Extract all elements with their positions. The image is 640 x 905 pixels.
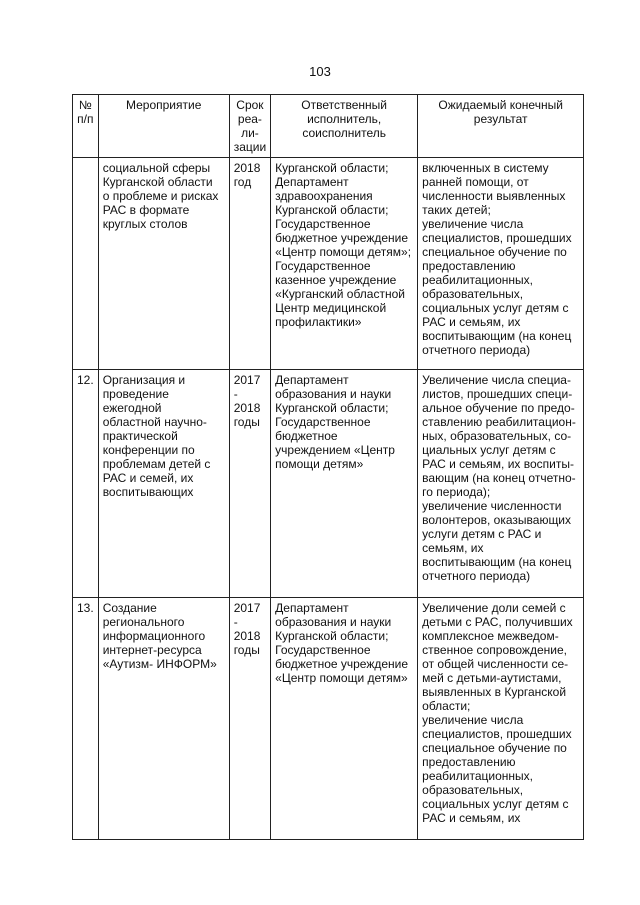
header-event xyxy=(98,95,229,158)
cell-line: Ожидаемый конечный xyxy=(438,98,563,112)
cell-line: 2018 xyxy=(233,161,261,175)
cell-line: РАС и семьям, их xyxy=(422,811,521,825)
header-num xyxy=(73,95,99,158)
cell-line: воспитывающим (на конец xyxy=(422,555,572,569)
row-event xyxy=(98,370,229,598)
cell-line: Увеличение доли семей с xyxy=(422,601,566,615)
cell-line: ных, образовательных, со- xyxy=(422,429,572,443)
cell-line: реа- xyxy=(237,112,262,126)
cell-line: профилактики» xyxy=(275,315,362,329)
cell-line: «Центр помощи детям» xyxy=(275,671,408,685)
header-result xyxy=(418,95,584,158)
cell-line: бюджетное учреждение xyxy=(275,657,409,671)
cell-line: Создание xyxy=(102,601,157,615)
cell-line: ственное сопровождение, xyxy=(422,643,567,657)
cell-line: численности выявленных xyxy=(422,189,566,203)
row-period xyxy=(229,158,270,370)
cell-line: детьми с РАС, получивших xyxy=(422,615,573,629)
row-result xyxy=(418,158,584,370)
cell-line: таких детей; xyxy=(422,203,491,217)
cell-line: о проблеме и рисках xyxy=(102,189,219,203)
cell-line: мей с детьми-аутистами, xyxy=(422,671,562,685)
cell-line: соисполнитель xyxy=(302,126,386,140)
cell-line: помощи детям» xyxy=(275,457,364,471)
cell-line: годы xyxy=(233,415,260,429)
cell-line: воспитывающим (на конец xyxy=(422,329,572,343)
cell-line: семьям, их xyxy=(422,541,484,555)
cell-line: проблемам детей с xyxy=(102,457,211,471)
page-number: 103 xyxy=(309,64,331,79)
row-num: 13. xyxy=(73,598,99,840)
cell-line: Срок xyxy=(236,98,264,112)
cell-line: РАС и семьям, их воспиты- xyxy=(422,457,574,471)
cell-line: услуги детям с РАС и xyxy=(422,527,542,541)
cell-line: Департамент xyxy=(275,601,349,615)
cell-line: Государственное xyxy=(275,643,371,657)
cell-line: результат xyxy=(473,112,528,126)
cell-line: Департамент xyxy=(275,373,349,387)
cell-line: 2017 xyxy=(233,601,261,615)
cell-line: Увеличение числа специа- xyxy=(422,373,571,387)
cell-line: круглых столов xyxy=(102,217,188,231)
row-result xyxy=(418,598,584,840)
cell-line: областной научно- xyxy=(102,415,207,429)
cell-line: образовательных, xyxy=(422,783,524,797)
cell-line: конференции по xyxy=(102,443,195,457)
cell-line: Курганской области; xyxy=(275,629,389,643)
cell-line: - xyxy=(233,387,238,401)
cell-line: интернет-ресурса xyxy=(102,643,202,657)
cell-line: Центр медицинской xyxy=(275,301,387,315)
cell-line: предоставлению xyxy=(422,259,516,273)
cell-line: бюджетное учреждение xyxy=(275,231,409,245)
cell-line: увеличение числа xyxy=(422,713,524,727)
cell-line: зации xyxy=(233,140,267,154)
cell-line: Курганской области xyxy=(102,175,213,189)
cell-line: Государственное xyxy=(275,415,371,429)
cell-line: Государственное xyxy=(275,217,371,231)
row-num: 12. xyxy=(73,370,99,598)
cell-line: вающим (на конец отчетно- xyxy=(422,471,576,485)
cell-line: специалистов, прошедших xyxy=(422,727,572,741)
cell-line: год xyxy=(233,175,252,189)
cell-line: ранней помощи, от xyxy=(422,175,529,189)
cell-line: 2018 xyxy=(233,401,261,415)
cell-line: комплексное межведом- xyxy=(422,629,559,643)
row-event xyxy=(98,598,229,840)
cell-line: реабилитационных, xyxy=(422,273,533,287)
cell-line: специальное обучение по xyxy=(422,245,567,259)
cell-line: социальной сферы xyxy=(102,161,211,175)
row-executor xyxy=(271,598,418,840)
cell-line: Курганской области; xyxy=(275,161,389,175)
table-row xyxy=(73,370,584,598)
cell-line: 2018 xyxy=(233,629,261,643)
cell-line: специальное обучение по xyxy=(422,741,567,755)
cell-line: от общей численности се- xyxy=(422,657,569,671)
cell-line: «Курганский областной xyxy=(275,287,405,301)
cell-line: «Аутизм- ИНФОРМ» xyxy=(102,657,217,671)
row-num xyxy=(73,158,99,370)
header-period xyxy=(229,95,270,158)
table-header-row xyxy=(73,95,584,158)
cell-line: предоставлению xyxy=(422,755,516,769)
cell-line: отчетного периода) xyxy=(422,569,531,583)
header-executor xyxy=(271,95,418,158)
cell-line: альное обучение по предо- xyxy=(422,401,575,415)
cell-line: учреждением «Центр xyxy=(275,443,395,457)
table-row xyxy=(73,158,584,370)
cell-line: практической xyxy=(102,429,178,443)
cell-line: регионального xyxy=(102,615,185,629)
events-table xyxy=(72,94,584,840)
cell-line: Курганской области; xyxy=(275,203,389,217)
cell-line: волонтеров, оказывающих xyxy=(422,513,572,527)
cell-line: ли- xyxy=(241,126,259,140)
cell-line: Департамент xyxy=(275,175,349,189)
cell-line: РАС и семей, их xyxy=(102,471,194,485)
cell-line: увеличение численности xyxy=(422,499,562,513)
cell-line: социальных услуг детям с xyxy=(422,301,569,315)
cell-line: Мероприятие xyxy=(125,98,202,112)
cell-line: Ответственный xyxy=(301,98,387,112)
cell-line: области; xyxy=(422,699,471,713)
cell-line: исполнитель, xyxy=(307,112,382,126)
cell-line: образования и науки xyxy=(275,615,392,629)
cell-line: специалистов, прошедших xyxy=(422,231,572,245)
cell-line: РАС в формате xyxy=(102,203,190,217)
cell-line: проведение xyxy=(102,387,169,401)
cell-line: РАС и семьям, их xyxy=(422,315,521,329)
cell-line: воспитывающих xyxy=(102,485,194,499)
cell-line: 2017 xyxy=(233,373,261,387)
cell-line: Организация и xyxy=(102,373,186,387)
cell-line: ставлению реабилитацион- xyxy=(422,415,576,429)
cell-line: циальных услуг детям с xyxy=(422,443,556,457)
cell-line: включенных в систему xyxy=(422,161,549,175)
row-executor xyxy=(271,370,418,598)
cell-line: образовательных, xyxy=(422,287,524,301)
row-period xyxy=(229,370,270,598)
cell-line: п/п xyxy=(77,112,94,126)
cell-line: Курганской области; xyxy=(275,401,389,415)
cell-line: информационного xyxy=(102,629,206,643)
cell-line: ежегодной xyxy=(102,401,162,415)
cell-line: - xyxy=(233,615,238,629)
cell-line: годы xyxy=(233,643,260,657)
cell-line: казенное учреждение xyxy=(275,273,397,287)
cell-line: бюджетное xyxy=(275,429,338,443)
row-event xyxy=(98,158,229,370)
cell-line: № xyxy=(78,98,92,112)
cell-line: го периода); xyxy=(422,485,491,499)
cell-line: увеличение числа xyxy=(422,217,524,231)
cell-line: листов, прошедших специ- xyxy=(422,387,573,401)
cell-line: отчетного периода) xyxy=(422,343,531,357)
row-executor xyxy=(271,158,418,370)
row-result xyxy=(418,370,584,598)
row-period xyxy=(229,598,270,840)
cell-line: реабилитационных, xyxy=(422,769,533,783)
cell-line: выявленных в Курганской xyxy=(422,685,567,699)
cell-line: образования и науки xyxy=(275,387,392,401)
cell-line: здравоохранения xyxy=(275,189,373,203)
cell-line: Государственное xyxy=(275,259,371,273)
table-row xyxy=(73,598,584,840)
cell-line: социальных услуг детям с xyxy=(422,797,569,811)
cell-line: «Центр помощи детям»; xyxy=(275,245,412,259)
